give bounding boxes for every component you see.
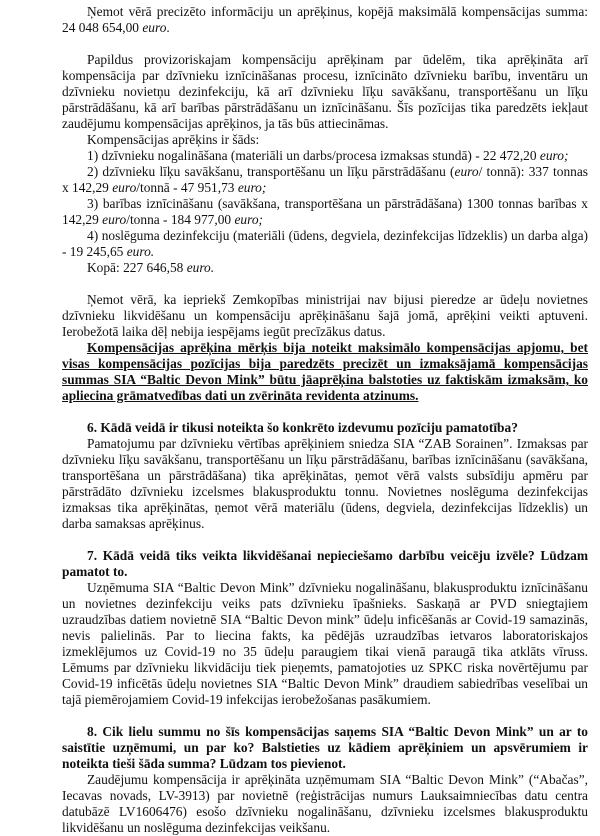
text-segment: euro bbox=[454, 164, 479, 179]
paragraph-spacer bbox=[62, 404, 588, 420]
paragraph bbox=[62, 772, 588, 836]
paragraph bbox=[62, 436, 588, 532]
text-segment: /tonna - 184 977,00 bbox=[126, 212, 235, 227]
paragraph-spacer bbox=[62, 276, 588, 292]
text-segment: euro; bbox=[539, 148, 569, 163]
text-segment: euro bbox=[102, 212, 127, 227]
text-segment: /tonnā - 47 951,73 bbox=[136, 180, 238, 195]
text-segment: Papildus provizoriskajam kompensāciju aprēķinam par ūdelēm, tika aprēķināta arī kompensācija par dzīvnieku iznīcināšanas procesu, iznīcināto dzīvnieku barību, inventāru un dzīvnieku novietņu dezinfekciju, kā arī dzīvnieku līķu savākšanu, transportēšanu un līķu pārstrādāšanu, kā arī barības pārstrādāšanu un iznīcināšanu. Šīs pozīcijas tika paredzēts iekļaut zaudējumu kompensācijas aprēķinos, ja tās būs attiecināmas. bbox=[62, 52, 588, 131]
paragraph-spacer bbox=[62, 532, 588, 548]
text-segment: Zaudējumu kompensācija ir aprēķināta uzņēmumam SIA “Baltic Devon Mink” (“Abačas”, Iecavas novads, LV-3913) par novietnē (reģistrācijas numurs Lauksaimniecības datu centra datubāzē LV1606476) esošo dzīvnieku nogalināšanu, dzīvnieku izcelsmes blakusproduktu likvidēšanu un noslēguma dezinfekcijas veikšanu. bbox=[62, 772, 588, 835]
text-segment: euro bbox=[112, 180, 137, 195]
paragraph bbox=[62, 132, 588, 148]
paragraph bbox=[62, 4, 588, 36]
text-segment: Kompensācijas aprēķins ir šāds: bbox=[87, 132, 260, 147]
question-heading bbox=[62, 724, 588, 772]
text-segment: Uzņēmuma SIA “Baltic Devon Mink” dzīvnieku nogalināšanu, blakusproduktu iznīcināšanu un novietnes dezinfekciju veiks pats dzīvnieku īpašnieks. Saskaņā ar PVD sniegtajiem uzraudzības datiem novietnē SIA “Baltic Devon mink” ūdeļu inficēšanās ar Covid-19 samazinās, nevis palielinās. Par to liecina fakts, ka pēdējās uzraudzības ietvaros laboratoriskajos izmeklējumos uz Covid-19 no 35 ūdeļu paraugiem tikai vienā paraugā tika atklāts vīruss. Lēmums par dzīvnieku likvidāciju tiek pieņemts, pamatojoties uz SPKC riska novērtējumu par Covid-19 inficētās ūdeļu novietnes SIA “Baltic Devon Mink” draudiem sabiedrības veselībai un tajā piemērojamiem Covid-19 infekcijas ierobežošanas pasākumiem. bbox=[62, 580, 588, 707]
text-segment: 6. Kādā veidā ir tikusi noteikta šo konkrēto izdevumu pozīciju pamatotība? bbox=[87, 420, 518, 435]
question-heading bbox=[62, 420, 588, 436]
paragraph bbox=[62, 52, 588, 132]
paragraph bbox=[62, 228, 588, 260]
paragraph-spacer bbox=[62, 36, 588, 52]
text-segment: 2) dzīvnieku līķu savākšanu, transportēšanu un līķu pārstrādāšanu ( bbox=[87, 164, 455, 179]
text-segment: Ņemot vērā precizēto informāciju un aprēķinus, kopējā maksimālā kompensācijas summa: 24 048 654,00 bbox=[62, 4, 588, 35]
paragraph bbox=[62, 580, 588, 708]
paragraph bbox=[62, 292, 588, 340]
text-segment: euro; bbox=[234, 212, 263, 227]
text-segment: 3) barības iznīcināšanu (savākšana, transportēšana un pārstrādāšana) 1300 tonnas barības x 142,29 bbox=[62, 196, 588, 227]
text-segment: 4) noslēguma dezinfekciju (materiāli (ūdens, degviela, dezinfekcijas līdzeklis) un darba alga) - 19 245,65 bbox=[62, 228, 588, 259]
text-segment: euro. bbox=[126, 244, 155, 259]
paragraph bbox=[62, 164, 588, 196]
text-segment: Ņemot vērā, ka iepriekš Zemkopības ministrijai nav bijusi pieredze ar ūdeļu novietnes dzīvnieku likvidēšanu un kompensāciju aprēķināšanu šajā jomā, aprēķini veikti aptuveni. Ierobežotā laika dēļ nebija iespējams iegūt precīzākus datus. bbox=[62, 292, 588, 339]
question-heading bbox=[62, 548, 588, 580]
text-segment: euro bbox=[142, 20, 167, 35]
text-segment: 7. Kādā veidā tiks veikta likvidēšanai nepieciešamo darbību veicēju izvēle? Lūdzam pamatot to. bbox=[62, 548, 588, 579]
text-segment: euro. bbox=[186, 260, 215, 275]
text-segment: / tonnā): 337 tonnas x 142,29 bbox=[62, 164, 588, 195]
text-segment: Kopā: 227 646,58 bbox=[87, 260, 187, 275]
document-page bbox=[62, 4, 588, 836]
text-segment: . bbox=[166, 20, 170, 35]
paragraph-spacer bbox=[62, 708, 588, 724]
paragraph bbox=[62, 340, 588, 404]
text-segment: 8. Cik lielu summu no šīs kompensācijas saņems SIA “Baltic Devon Mink” un ar to saistītie uzņēmumi, un par ko? Balstieties uz kādiem aprēķiniem un apsvērumiem ir noteikta tieši šāda summa? Lūdzam tos pievienot. bbox=[62, 724, 588, 771]
text-segment: 1) dzīvnieku nogalināšana (materiāli un darbs/procesa izmaksas stundā) - 22 472,20 bbox=[87, 148, 540, 163]
text-segment: euro; bbox=[237, 180, 267, 195]
text-segment: Kompensācijas aprēķina mērķis bija noteikt maksimālo kompensācijas apjomu, bet visas kompensācijas pozīcijas bija paredzēts precizēt un izmaksājamā kompensācijas summas SIA “Baltic Devon Mink” būtu jāaprēķina balstoties uz faktiskām izmaksām, ko apliecina grāmatvedības dati un zvērināta revidenta atzinums. bbox=[62, 340, 588, 403]
paragraph bbox=[62, 260, 588, 276]
paragraph bbox=[62, 148, 588, 164]
paragraph bbox=[62, 196, 588, 228]
text-segment: Pamatojumu par dzīvnieku vērtības aprēķiniem sniedza SIA “ZAB Sorainen”. Izmaksas par dzīvnieku līķu savākšanu, transportēšanu un līķu pārstrādāšanu, barības iznīcināšanu (savākšana, transportēšana un pārstrādāšana) tika aprēķinātas, ņemot vērā valsts subsīdiju apmēru par pārstrādāto dzīvnieku izcelsmes blakusproduktu tonnu. Novietnes noslēguma dezinfekcijas izmaksas tika aprēķinātas, ņemot vērā materiālu (ūdens, degviela, dezinfekcijas līdzeklis) un darba samaksas aprēķinus. bbox=[62, 436, 588, 531]
